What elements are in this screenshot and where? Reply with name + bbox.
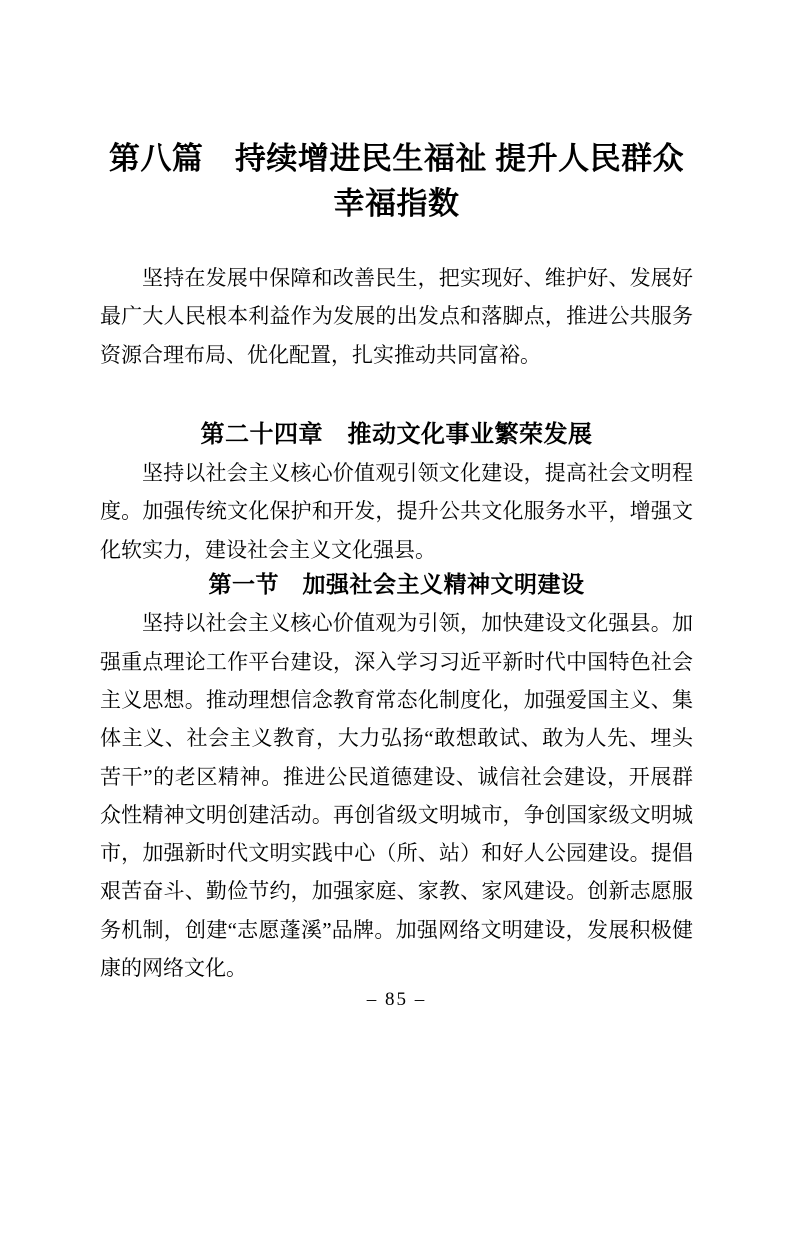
chapter-heading: 第二十四章 推动文化事业繁荣发展	[200, 420, 593, 448]
part-title: 第八篇 持续增进民生福祉 提升人民群众幸福指数	[108, 141, 685, 221]
section-paragraph: 坚持以社会主义核心价值观为引领，加快建设文化强县。加强重点理论工作平台建设，深入学习习近平新时代中国特色社会主义思想。推动理想信念教育常态化制度化，加强爱国主义、集体主义、社会主义教育，大力弘扬“敢想敢试、敢为人先、埋头苦干”的老区精神。推进公民道德建设、诚信社会建设，开展群众性精神文明创建活动。再创省级文明城市，争创国家级文明城市，加强新时代文明实践中心（所、站）和好人公园建设。提倡艰苦奋斗、勤俭节约，加强家庭、家教、家风建设。创新志愿服务机制，创建“志愿蓬溪”品牌。加强网络文明建设，发展积极健康的网络文化。	[100, 611, 693, 981]
document-page	[0, 136, 793, 1258]
intro-paragraph: 坚持在发展中保障和改善民生，把实现好、维护好、发展好最广大人民根本利益作为发展的出发点和落脚点，推进公共服务资源合理布局、优化配置，扎实推动共同富裕。	[100, 266, 693, 367]
section-heading: 第一节 加强社会主义精神文明建设	[208, 572, 585, 598]
chapter-paragraph: 坚持以社会主义核心价值观引领文化建设，提高社会文明程度。加强传统文化保护和开发，提升公共文化服务水平，增强文化软实力，建设社会主义文化强县。	[100, 461, 693, 562]
page-number: – 85 –	[366, 989, 427, 1011]
